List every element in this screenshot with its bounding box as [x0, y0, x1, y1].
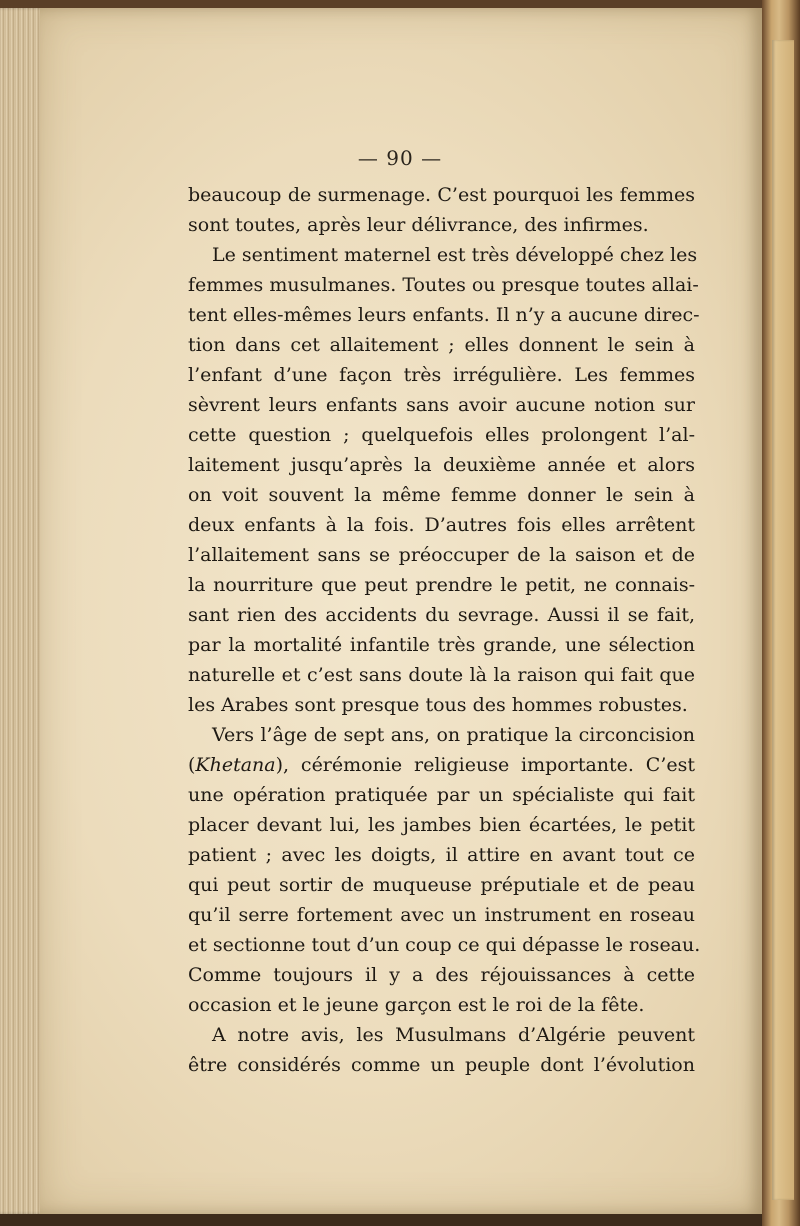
page-number: — 90 — — [357, 146, 443, 170]
text-line: occasion et le jeune garçon est le roi de la fête. — [188, 994, 645, 1016]
text-line: sont toutes, après leur délivrance, des infirmes. — [188, 214, 649, 236]
text-line: Le sentiment maternel est très développé chez les — [212, 244, 698, 266]
text-line: l’allaitement sans se préoccuper de la saison et de — [188, 544, 695, 566]
text-line: l’enfant d’une façon très irrégulière. Les femmes — [188, 364, 695, 386]
text-line: Comme toujours il y a des réjouissances à cette — [188, 964, 695, 986]
text-line: (Khetana), cérémonie religieuse importante. C’est — [188, 754, 695, 776]
text-line: tion dans cet allaitement ; elles donnent le sein à — [188, 334, 695, 356]
text-line: par la mortalité infantile très grande, une sélection — [188, 634, 695, 656]
left-page-stack — [0, 8, 44, 1214]
text-line: une opération pratiquée par un spécialiste qui fait — [188, 784, 695, 806]
text-line: la nourriture que peut prendre le petit, ne connais- — [188, 574, 695, 596]
text-line: les Arabes sont presque tous des hommes robustes. — [188, 694, 688, 716]
body-text — [188, 180, 701, 1080]
text-line: Vers l’âge de sept ans, on pratique la circoncision — [212, 724, 695, 746]
text-line: placer devant lui, les jambes bien écartées, le petit — [188, 814, 695, 836]
text-line: tent elles-mêmes leurs enfants. Il n’y a aucune direc- — [188, 304, 700, 326]
text-line: patient ; avec les doigts, il attire en avant tout ce — [188, 844, 695, 866]
text-line: A notre avis, les Musulmans d’Algérie peuvent — [212, 1024, 695, 1046]
italic-term: Khetana — [195, 754, 276, 776]
text-line: on voit souvent la même femme donner le sein à — [188, 484, 695, 506]
text-line: sant rien des accidents du sevrage. Aussi il se fait, — [188, 604, 695, 626]
text-line: être considérés comme un peuple dont l’évolution — [188, 1054, 695, 1076]
text-line: qu’il serre fortement avec un instrument en roseau — [188, 904, 695, 926]
text-line: deux enfants à la fois. D’autres fois elles arrêtent — [188, 514, 695, 536]
text-line: cette question ; quelquefois elles prolongent l’al- — [188, 424, 695, 446]
text-line: qui peut sortir de muqueuse préputiale et de peau — [188, 874, 695, 896]
text-line: beaucoup de surmenage. C’est pourquoi les femmes — [188, 184, 695, 206]
text-line: laitement jusqu’après la deuxième année et alors — [188, 454, 695, 476]
text-line: naturelle et c’est sans doute là la raison qui fait que — [188, 664, 695, 686]
text-line: et sectionne tout d’un coup ce qui dépasse le roseau. — [188, 934, 701, 956]
page-edge — [772, 40, 794, 1200]
text-line: sèvrent leurs enfants sans avoir aucune notion sur — [188, 394, 695, 416]
text-line: femmes musulmanes. Toutes ou presque toutes allai- — [188, 274, 699, 296]
book-right-edge — [762, 0, 800, 1226]
